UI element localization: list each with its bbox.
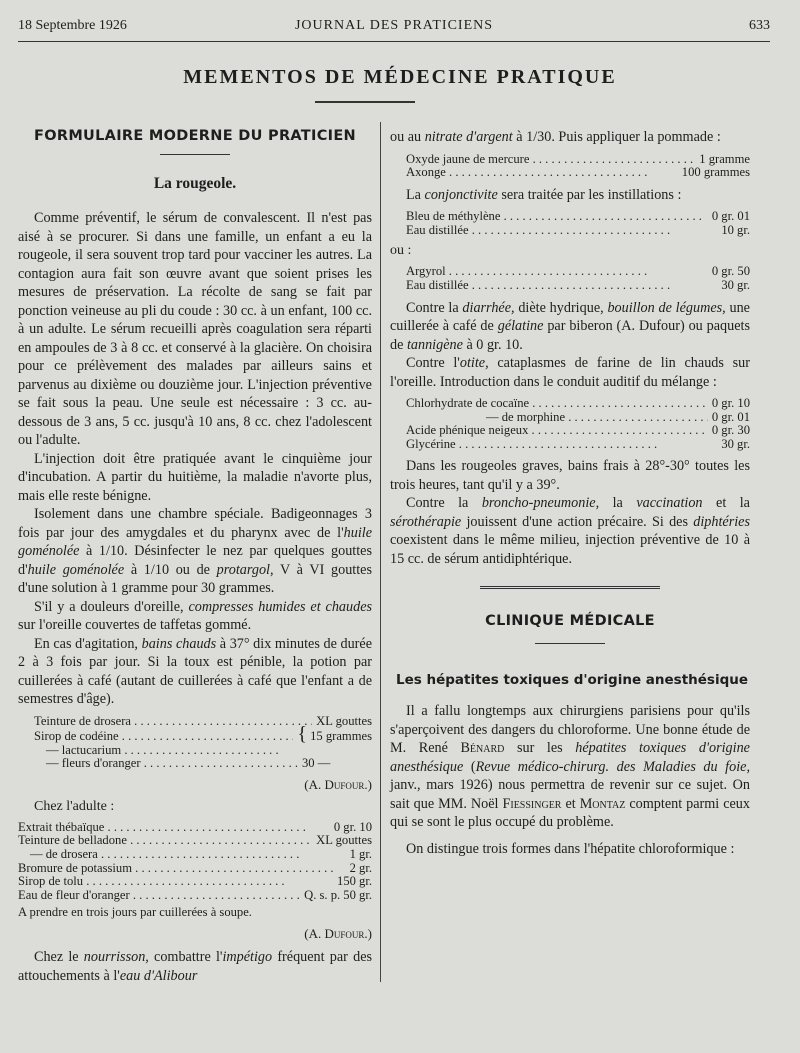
prescription-potion [34,715,372,771]
prescription-instillation-1 [406,210,750,237]
section-rule [160,154,230,155]
prescription-pommade [406,153,750,180]
paragraph-agitation: En cas d'agitation, bains chauds à 37° dix minutes de durée 2 à 3 fois par jour. Si la toux est pénible, la potion par cuillerées à café (autant de cuillerées à café que l'enfant a de semestres d'âge). [18,635,373,707]
signature-dufour: (A. Dufour.) [304,776,372,792]
header-journal: JOURNAL DES PRATICIENS [294,18,494,33]
rx-line: Sirop de tolu . . . 150 gr. [18,875,372,889]
paragraph-preventif: Comme préventif, le sérum de convalescent. Il n'est pas aisé à se procurer. Si dans une famille, un enfant a eu la rougeole, il sera souvent trop tard pour vacciner les autres. La contagion aura fait son œuvre avant que soient prises les mesures de préservation. La récolte de sang se fait par ponction veineuse au pli du coude : 30 cc. à un enfant, 100 cc. à un adulte. Le sérum recueilli après coagulation sera réparti en ampoules de 3 à 8 cc. et conservé à la glacière. On choisira pour ce prélèvement des malades par ailleurs sains et parvenus au dixième ou douzième jour. L'injection préventive se fait sous la peau. Une seule est nécessaire : 3 cc. au-dessous de 3 ans, 5 cc. jusqu'à 10 ans, 8 cc. chez l'adolescent ou l'adulte. [18,210,372,448]
rx-line: Sirop de codéine . . . { 15 grammes [34,728,372,744]
column-divider [380,122,381,982]
signature-dufour: (A. Dufour.) [304,926,372,942]
paragraph-rougeoles-graves: Dans les rougeoles graves, bains frais à 28°-30° toutes les trois heures, tant qu'il y a 39°. [390,458,750,493]
rx-line: Glycérine . . . 30 gr. [406,438,750,452]
paragraph-hepatites: Il a fallu longtemps aux chirurgiens parisiens pour qu'ils s'aperçoivent des dangers du chloroforme. Une bonne étude de M. René Bénard sur les hépatites toxiques d'origine anesthésique (Revue médico-chirurg. des Maladies du foie, janv., mars 1926) nous permettra de revenir sur ce sujet. On sait que MM. Noël Fiessinger et Montaz comptent parmi ceux qui se sont le plus occupé du problème. [390,703,750,831]
right-column [390,118,750,858]
paragraph-nourrisson: Chez le nourrisson, combattre l'impétigo fréquent par des attouchements à l'eau d'Alibour [18,949,373,984]
section-double-rule [480,586,660,591]
rx-note: A prendre en trois jours par cuillerées à soupe. [18,905,252,920]
rx-line: — de morphine . . . 0 gr. 01 [406,411,750,425]
article-title: Les hépatites toxiques d'origine anesthésique [396,672,749,689]
prescription-otite [406,397,750,451]
rx-line: Bromure de potassium . . . 2 gr. [18,862,372,876]
rx-line: Acide phénique neigeux . . . 0 gr. 30 [406,424,750,438]
paragraph-otite: Contre l'otite, cataplasmes de farine de lin chauds sur l'oreille. Introduction dans le conduit auditif du mélange : [390,355,750,390]
rx-line: — fleurs d'oranger . . . 30 — [34,757,372,771]
rx-line: Eau distillée . . . 10 gr. [406,224,750,238]
paragraph-injection: L'injection doit être pratiquée avant le cinquième jour d'incubation. A partir du huitième, la maladie n'avorte plus, mais elle reste bénigne. [18,450,372,504]
section-rule [535,643,605,644]
rx-line: — de drosera . . . 1 gr. [18,848,372,862]
paragraph-isolement: Isolement dans une chambre spéciale. Badigeonnages 3 fois par jour des amygdales et du pharynx avec de l'huile goménolée à 1/10. Désinfecter le nez par quelques gouttes d'huile goménolée à 1/10 ou de protargol, V à VI gouttes d'une solution à 1 gramme pour 30 grammes. [18,506,372,596]
rx-line: Extrait thébaïque . . . 0 gr. 10 [18,821,372,835]
paragraph-nitrate: ou au nitrate d'argent à 1/30. Puis appliquer la pommade : [390,129,721,145]
section-heading-clinique: CLINIQUE MÉDICALE [485,613,655,630]
rx-line: Argyrol . . . 0 gr. 50 [406,265,750,279]
paragraph-trois-formes: On distingue trois formes dans l'hépatite chloroformique : [406,840,735,857]
prescription-instillation-2 [406,265,750,292]
chez-adulte-label: Chez l'adulte : [34,798,115,814]
prescription-adulte [18,821,372,920]
paragraph-oreille: S'il y a douleurs d'oreille, compresses humides et chaudes sur l'oreille couvertes de taffetas gommé. [18,598,373,633]
rx-line: Teinture de belladone . . . XL gouttes [18,834,372,848]
ou-label: ou : [390,243,412,259]
rx-line: Chlorhydrate de cocaïne . . . 0 gr. 10 [406,397,750,411]
rx-line: Axonge . . . 100 grammes [406,166,750,180]
left-column [18,118,372,985]
paragraph-broncho-pneumonie: Contre la broncho-pneumonie, la vaccination et la sérothérapie jouissent d'une action précaire. Si des diphtéries coexistent dans le même milieu, injection préventive de 10 à 15 cc. de sérum antidiphtérique. [390,495,750,567]
rx-line: — lactucarium . . . [34,744,372,758]
subsection-title-rougeole: La rougeole. [153,175,237,192]
rx-line: Eau de fleur d'oranger . . . Q. s. p. 50 gr. [18,889,372,903]
rx-line: Eau distillée . . . 30 gr. [406,279,750,293]
header-page-number: 633 [749,18,770,33]
running-header [18,18,770,38]
paragraph-conjonctivite: La conjonctivite sera traitée par les instillations : [406,186,682,203]
rx-line: Oxyde jaune de mercure . . . 1 gramme [406,153,750,167]
title-rule [315,101,415,103]
rx-line: Teinture de drosera . . . XL gouttes [34,715,372,729]
paragraph-diarrhee: Contre la diarrhée, diète hydrique, bouillon de légumes, une cuillerée à café de gélatine par biberon (A. Dufour) ou paquets de tannigène à 0 gr. 10. [390,299,750,353]
header-rule [18,41,770,42]
section-heading-formulaire: FORMULAIRE MODERNE DU PRATICIEN [34,128,356,144]
page-title: MEMENTOS DE MÉDECINE PRATIQUE [183,66,617,88]
rx-line: Bleu de méthylène . . . 0 gr. 01 [406,210,750,224]
header-date: 18 Septembre 1926 [18,18,127,33]
